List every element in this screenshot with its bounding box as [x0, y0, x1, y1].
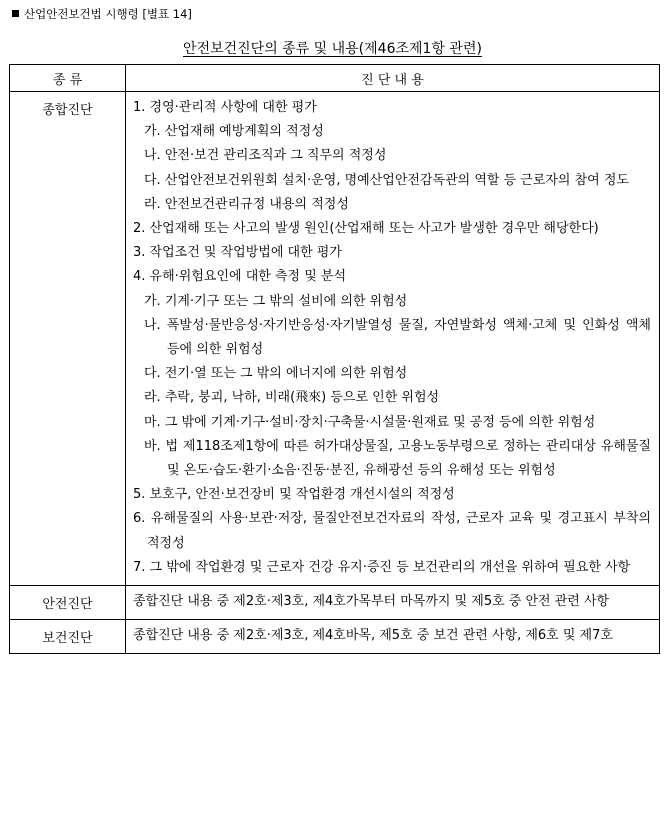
content-line: 5. 보호구, 안전·보건장비 및 작업환경 개선시설의 적정성	[133, 487, 455, 503]
content-line: 나. 폭발성·물반응성·자기반응성·자기발열성 물질, 자연발화성 액체·고체 및 인화성 액체 등에 의한 위험성	[144, 317, 651, 358]
content-line: 마. 그 밖에 기계·기구·설비·장치·구축물·시설물·원재료 및 공정 등에 의한 위험성	[144, 414, 596, 430]
content-line: 6. 유해물질의 사용·보관·저장, 물질안전보건자료의 작성, 근로자 교육 및 경고표시 부착의 적정성	[133, 511, 651, 551]
column-header-content: 진 단 내 용	[126, 65, 660, 92]
row-content-cell	[126, 620, 660, 654]
document-header	[12, 6, 192, 22]
content-line: 라. 추락, 붕괴, 낙하, 비래(飛來) 등으로 인한 위험성	[144, 390, 440, 406]
table-row	[10, 92, 660, 586]
content-line: 종합진단 내용 중 제2호·제3호, 제4호바목, 제5호 중 보건 관련 사항, 제6호 및 제7호	[133, 628, 613, 644]
content-line: 7. 그 밖에 작업환경 및 근로자 건강 유지·증진 등 보건관리의 개선을 위하여 필요한 사항	[133, 559, 631, 575]
table-header-row	[10, 65, 660, 92]
row-type-cell: 종합진단	[10, 92, 126, 586]
header-text: 산업안전보건법 시행령 [별표 14]	[24, 7, 192, 21]
column-header-type: 종 류	[10, 65, 126, 92]
content-line: 1. 경영·관리적 사항에 대한 평가	[133, 100, 317, 115]
row-content-cell	[126, 92, 660, 586]
content-line: 2. 산업재해 또는 사고의 발생 원인(산업재해 또는 사고가 발생한 경우만 해당한다)	[133, 221, 599, 237]
content-line: 다. 산업안전보건위원회 설치·운영, 명예산업안전감독관의 역할 등 근로자의 참여 정도	[144, 172, 629, 188]
content-line: 3. 작업조건 및 작업방법에 대한 평가	[133, 245, 342, 261]
document-title: 안전보건진단의 종류 및 내용(제46조제1항 관련)	[183, 41, 482, 57]
content-line: 가. 기계·기구 또는 그 밖의 설비에 의한 위험성	[144, 293, 408, 309]
table-row	[10, 586, 660, 620]
content-line: 다. 전기·열 또는 그 밖의 에너지에 의한 위험성	[144, 366, 408, 382]
content-line: 가. 산업재해 예방계획의 적정성	[144, 124, 324, 140]
row-type-cell: 안전진단	[10, 586, 126, 620]
content-line: 라. 안전보건관리규정 내용의 적정성	[144, 196, 349, 212]
row-type-cell: 보건진단	[10, 620, 126, 654]
content-line: 4. 유해·위험요인에 대한 측정 및 분석	[133, 269, 347, 285]
content-line: 종합진단 내용 중 제2호·제3호, 제4호가목부터 마목까지 및 제5호 중 안전 관련 사항	[133, 594, 610, 610]
content-line: 나. 안전·보건 관리조직과 그 직무의 적정성	[144, 148, 387, 164]
content-line: 바. 법 제118조제1항에 따른 허가대상물질, 고용노동부령으로 정하는 관리대상 유해물질 및 온도·습도·환기·소음·진동·분진, 유해광선 등의 유해성 또는 위험성	[144, 438, 651, 479]
diagnosis-table	[9, 64, 660, 654]
table-row	[10, 620, 660, 654]
square-bullet-icon	[12, 10, 19, 17]
row-content-cell	[126, 586, 660, 620]
